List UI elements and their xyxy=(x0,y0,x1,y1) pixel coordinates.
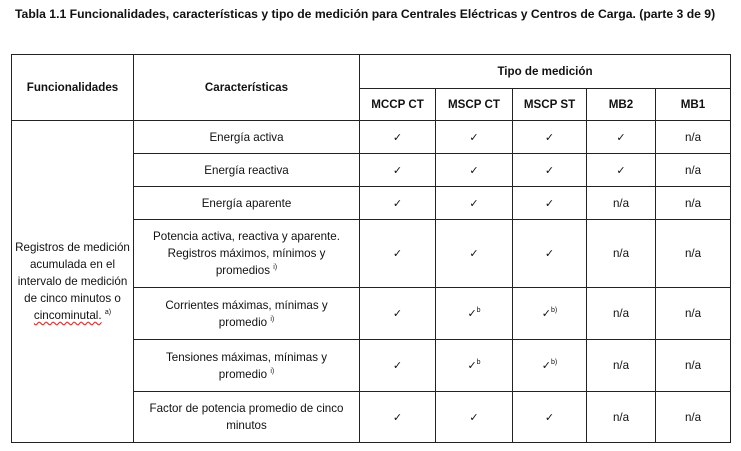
footnote-ref: b xyxy=(476,359,481,367)
check-icon: ✓ xyxy=(544,247,555,260)
footnote-ref: i) xyxy=(273,264,278,272)
header-col: MB2 xyxy=(587,89,656,121)
check-cell xyxy=(513,220,587,288)
check-cell xyxy=(436,288,513,340)
check-cell xyxy=(513,288,587,340)
caracteristica-cell xyxy=(134,288,360,340)
header-caracteristicas: Características xyxy=(134,55,360,121)
header-col: MCCP CT xyxy=(360,89,436,121)
na-value: n/a xyxy=(684,130,702,144)
check-icon: ✓ xyxy=(616,163,626,177)
check-cell xyxy=(436,392,513,443)
check-cell xyxy=(436,187,513,220)
check-icon: ✓ xyxy=(544,196,555,210)
check-icon: ✓ xyxy=(392,410,403,424)
caracteristica-cell xyxy=(134,220,360,288)
check-cell xyxy=(360,220,436,288)
check-cell xyxy=(513,340,587,392)
na-value: n/a xyxy=(684,307,702,320)
na-cell xyxy=(587,340,656,392)
caracteristica-label: Factor de potencia promedio de cinco minutos xyxy=(149,402,344,432)
check-cell xyxy=(360,288,436,340)
check-cell xyxy=(360,340,436,392)
check-icon: ✓ xyxy=(392,130,403,144)
caracteristica-cell xyxy=(134,154,360,187)
check-icon: ✓ xyxy=(392,196,403,210)
caracteristica-cell xyxy=(134,392,360,443)
funcionalidad-cell xyxy=(12,121,134,443)
na-cell xyxy=(656,154,731,187)
check-cell xyxy=(360,392,436,443)
check-cell xyxy=(513,121,587,154)
na-cell xyxy=(656,121,731,154)
footnote-ref: b) xyxy=(550,307,558,315)
na-value: n/a xyxy=(684,359,702,372)
na-cell xyxy=(656,187,731,220)
na-value: n/a xyxy=(684,196,702,210)
check-icon: ✓ xyxy=(467,307,477,320)
footnote-ref: i) xyxy=(270,367,275,375)
footnote-ref: b xyxy=(476,307,481,315)
check-icon: ✓ xyxy=(616,130,626,144)
na-cell xyxy=(656,288,731,340)
check-cell xyxy=(360,154,436,187)
na-cell xyxy=(587,220,656,288)
measurement-table xyxy=(11,54,731,443)
caracteristica-label: Corrientes máximas, mínimas y promedio xyxy=(165,298,328,329)
header-col: MB1 xyxy=(656,89,731,121)
na-cell xyxy=(587,392,656,443)
na-value: n/a xyxy=(612,196,630,210)
na-value: n/a xyxy=(684,410,702,424)
check-cell xyxy=(436,154,513,187)
check-cell xyxy=(436,340,513,392)
na-cell xyxy=(587,288,656,340)
check-cell xyxy=(436,220,513,288)
na-value: n/a xyxy=(684,247,702,260)
check-cell xyxy=(360,121,436,154)
table-title: Tabla 1.1 Funcionalidades, características y tipo de medición para Centrales Eléctricas y Centros de Carga. (parte 3 de 9) xyxy=(15,7,716,21)
check-icon: ✓ xyxy=(469,247,479,260)
na-value: n/a xyxy=(612,307,630,320)
table-row xyxy=(12,121,731,154)
check-icon: ✓ xyxy=(392,359,403,372)
caracteristica-cell xyxy=(134,340,360,392)
check-cell xyxy=(360,187,436,220)
footnote-ref: a) xyxy=(104,309,112,317)
check-icon: ✓ xyxy=(544,163,555,177)
na-cell xyxy=(656,392,731,443)
na-cell xyxy=(656,220,731,288)
check-icon: ✓ xyxy=(469,163,479,177)
check-icon: ✓ xyxy=(541,307,551,320)
caracteristica-cell xyxy=(134,121,360,154)
check-cell xyxy=(513,392,587,443)
funcionalidad-text: Registros de medición acumulada en el intervalo de medición de cinco minutos o xyxy=(15,241,130,305)
check-cell xyxy=(513,187,587,220)
check-cell xyxy=(513,154,587,187)
check-cell xyxy=(587,121,656,154)
check-icon: ✓ xyxy=(467,359,477,372)
header-col: MSCP CT xyxy=(436,89,513,121)
na-value: n/a xyxy=(612,359,630,372)
check-cell xyxy=(436,121,513,154)
check-icon: ✓ xyxy=(469,410,479,424)
header-funcionalidades: Funcionalidades xyxy=(12,55,134,121)
na-value: n/a xyxy=(612,247,630,260)
na-cell xyxy=(587,187,656,220)
na-cell xyxy=(656,340,731,392)
check-icon: ✓ xyxy=(392,307,403,320)
check-icon: ✓ xyxy=(392,163,403,177)
footnote-ref: b) xyxy=(550,359,558,367)
footnote-ref: i) xyxy=(270,315,275,323)
check-icon: ✓ xyxy=(544,130,555,144)
caracteristica-label: Potencia activa, reactiva y aparente. Registros máximos, mínimos y promedios xyxy=(153,230,340,277)
check-icon: ✓ xyxy=(544,410,555,424)
caracteristica-cell xyxy=(134,187,360,220)
check-icon: ✓ xyxy=(469,130,479,144)
caracteristica-label: Energía activa xyxy=(209,130,284,144)
check-icon: ✓ xyxy=(469,196,479,210)
na-value: n/a xyxy=(684,163,702,177)
funcionalidad-underlined: cincominutal. xyxy=(33,309,102,322)
header-col: MSCP ST xyxy=(513,89,587,121)
header-tipo-medicion: Tipo de medición xyxy=(360,55,731,89)
check-icon: ✓ xyxy=(392,247,403,260)
caracteristica-label: Tensiones máximas, mínimas y promedio xyxy=(165,350,328,381)
check-icon: ✓ xyxy=(541,359,551,372)
caracteristica-label: Energía aparente xyxy=(201,196,292,210)
check-cell xyxy=(587,154,656,187)
caracteristica-label: Energía reactiva xyxy=(204,163,289,177)
na-value: n/a xyxy=(612,410,630,424)
